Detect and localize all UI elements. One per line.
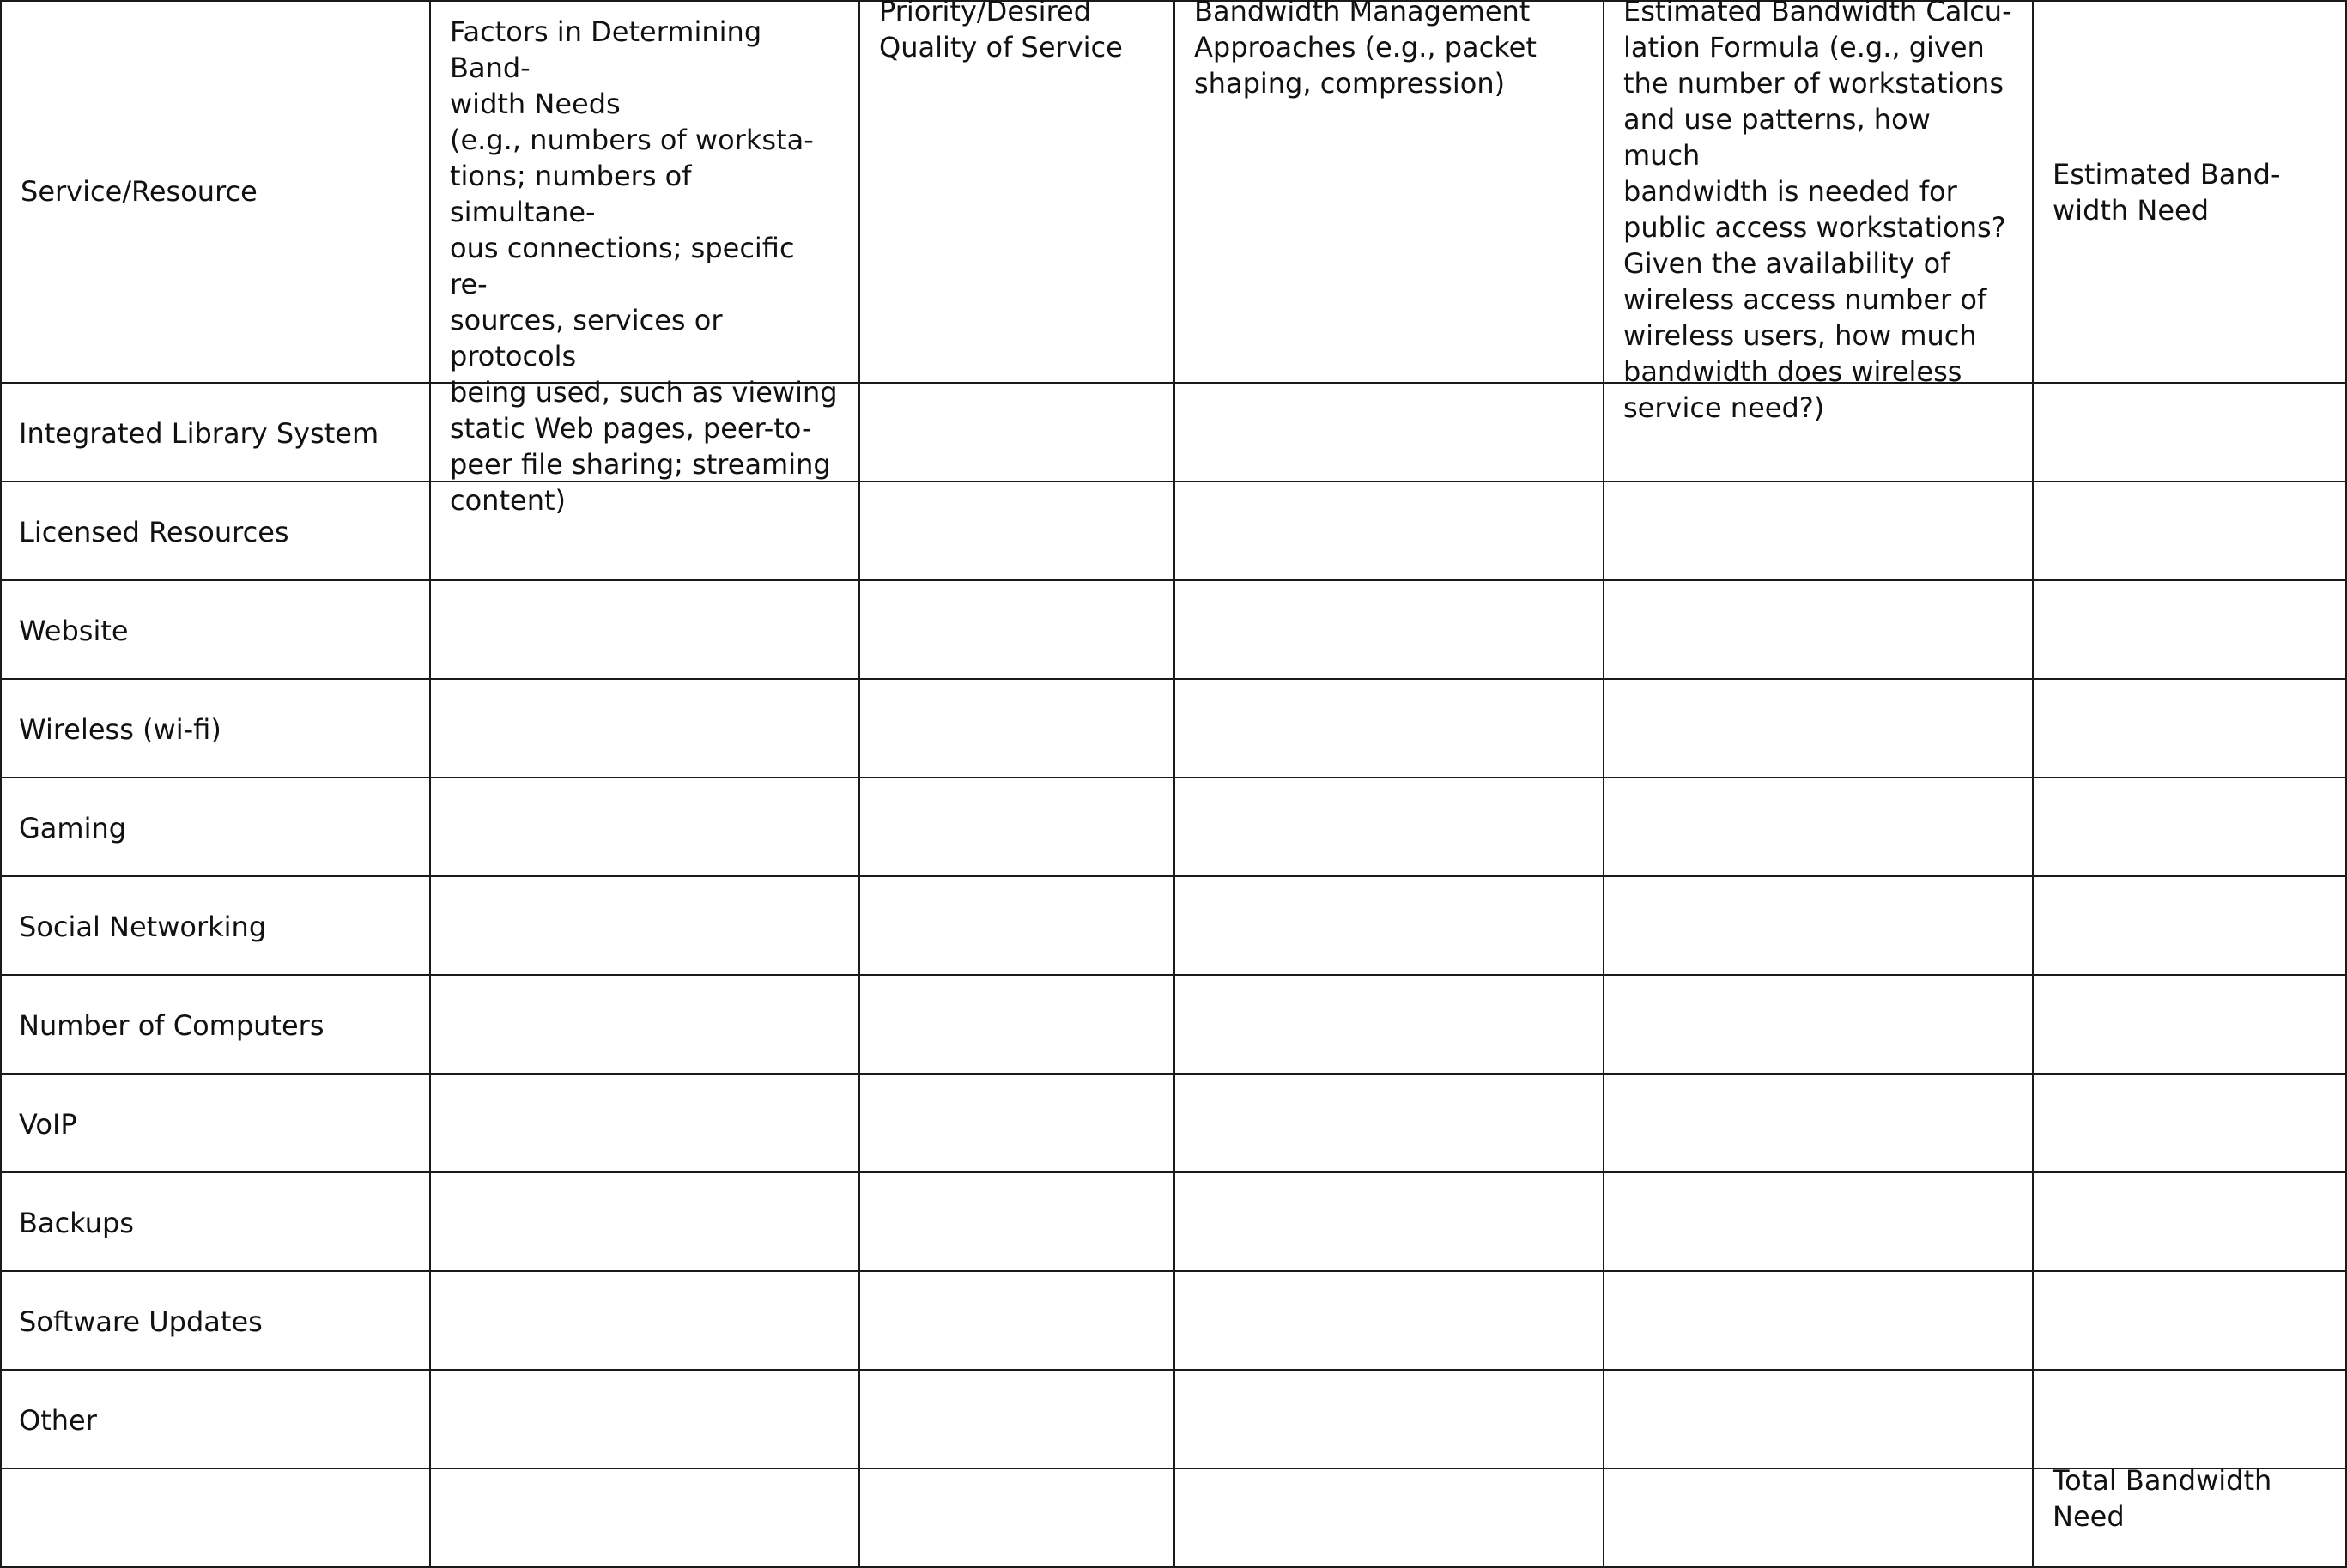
row-divider xyxy=(0,777,2347,778)
row-label-gaming: Gaming xyxy=(19,812,127,845)
row-label-software-updates: Software Updates xyxy=(19,1305,263,1338)
row-divider xyxy=(0,1171,2347,1173)
row-label-wireless: Wireless (wi-fi) xyxy=(19,713,221,746)
row-divider xyxy=(0,678,2347,680)
row-divider xyxy=(0,481,2347,482)
header-calculation-formula: Estimated Bandwidth Calcu- lation Formula (e.g., given the number of workstations and use patterns, how much bandwidth is needed for public access workstations? Given the availability of wireless access number of wireless users, how much bandwidth does wireless service need?) xyxy=(1623,0,2012,424)
row-divider xyxy=(0,875,2347,877)
header-factors: Factors in Determining Band- width Needs (e.g., numbers of worksta- tions; numbers of simultane- ous connections; specific re- sources, services or protocols being used, such as viewing static Web pages, peer-to- peer file sharing; streaming content) xyxy=(450,15,838,517)
row-divider xyxy=(0,1073,2347,1075)
row-label-number-of-computers: Number of Computers xyxy=(19,1009,324,1042)
row-divider xyxy=(0,579,2347,581)
row-label-social-networking: Social Networking xyxy=(19,911,267,943)
row-label-voip: VoIP xyxy=(19,1108,77,1141)
row-divider xyxy=(0,1369,2347,1371)
row-label-ils: Integrated Library System xyxy=(19,417,379,450)
total-bandwidth-need-label: Total Bandwidth Need xyxy=(2053,1464,2272,1533)
header-estimated-need: Estimated Band- width Need xyxy=(2053,158,2281,227)
row-divider xyxy=(0,1270,2347,1272)
row-divider xyxy=(0,1468,2347,1469)
header-bandwidth-management: Bandwidth Management Approaches (e.g., packet shaping, compression) xyxy=(1194,0,1537,100)
row-label-backups: Backups xyxy=(19,1207,134,1239)
row-label-website: Website xyxy=(19,614,129,647)
row-divider xyxy=(0,974,2347,976)
row-label-other: Other xyxy=(19,1404,97,1437)
header-priority-qos: Priority/Desired Quality of Service xyxy=(879,0,1123,64)
header-service-resource: Service/Resource xyxy=(21,175,258,208)
row-label-licensed-resources: Licensed Resources xyxy=(19,516,289,548)
